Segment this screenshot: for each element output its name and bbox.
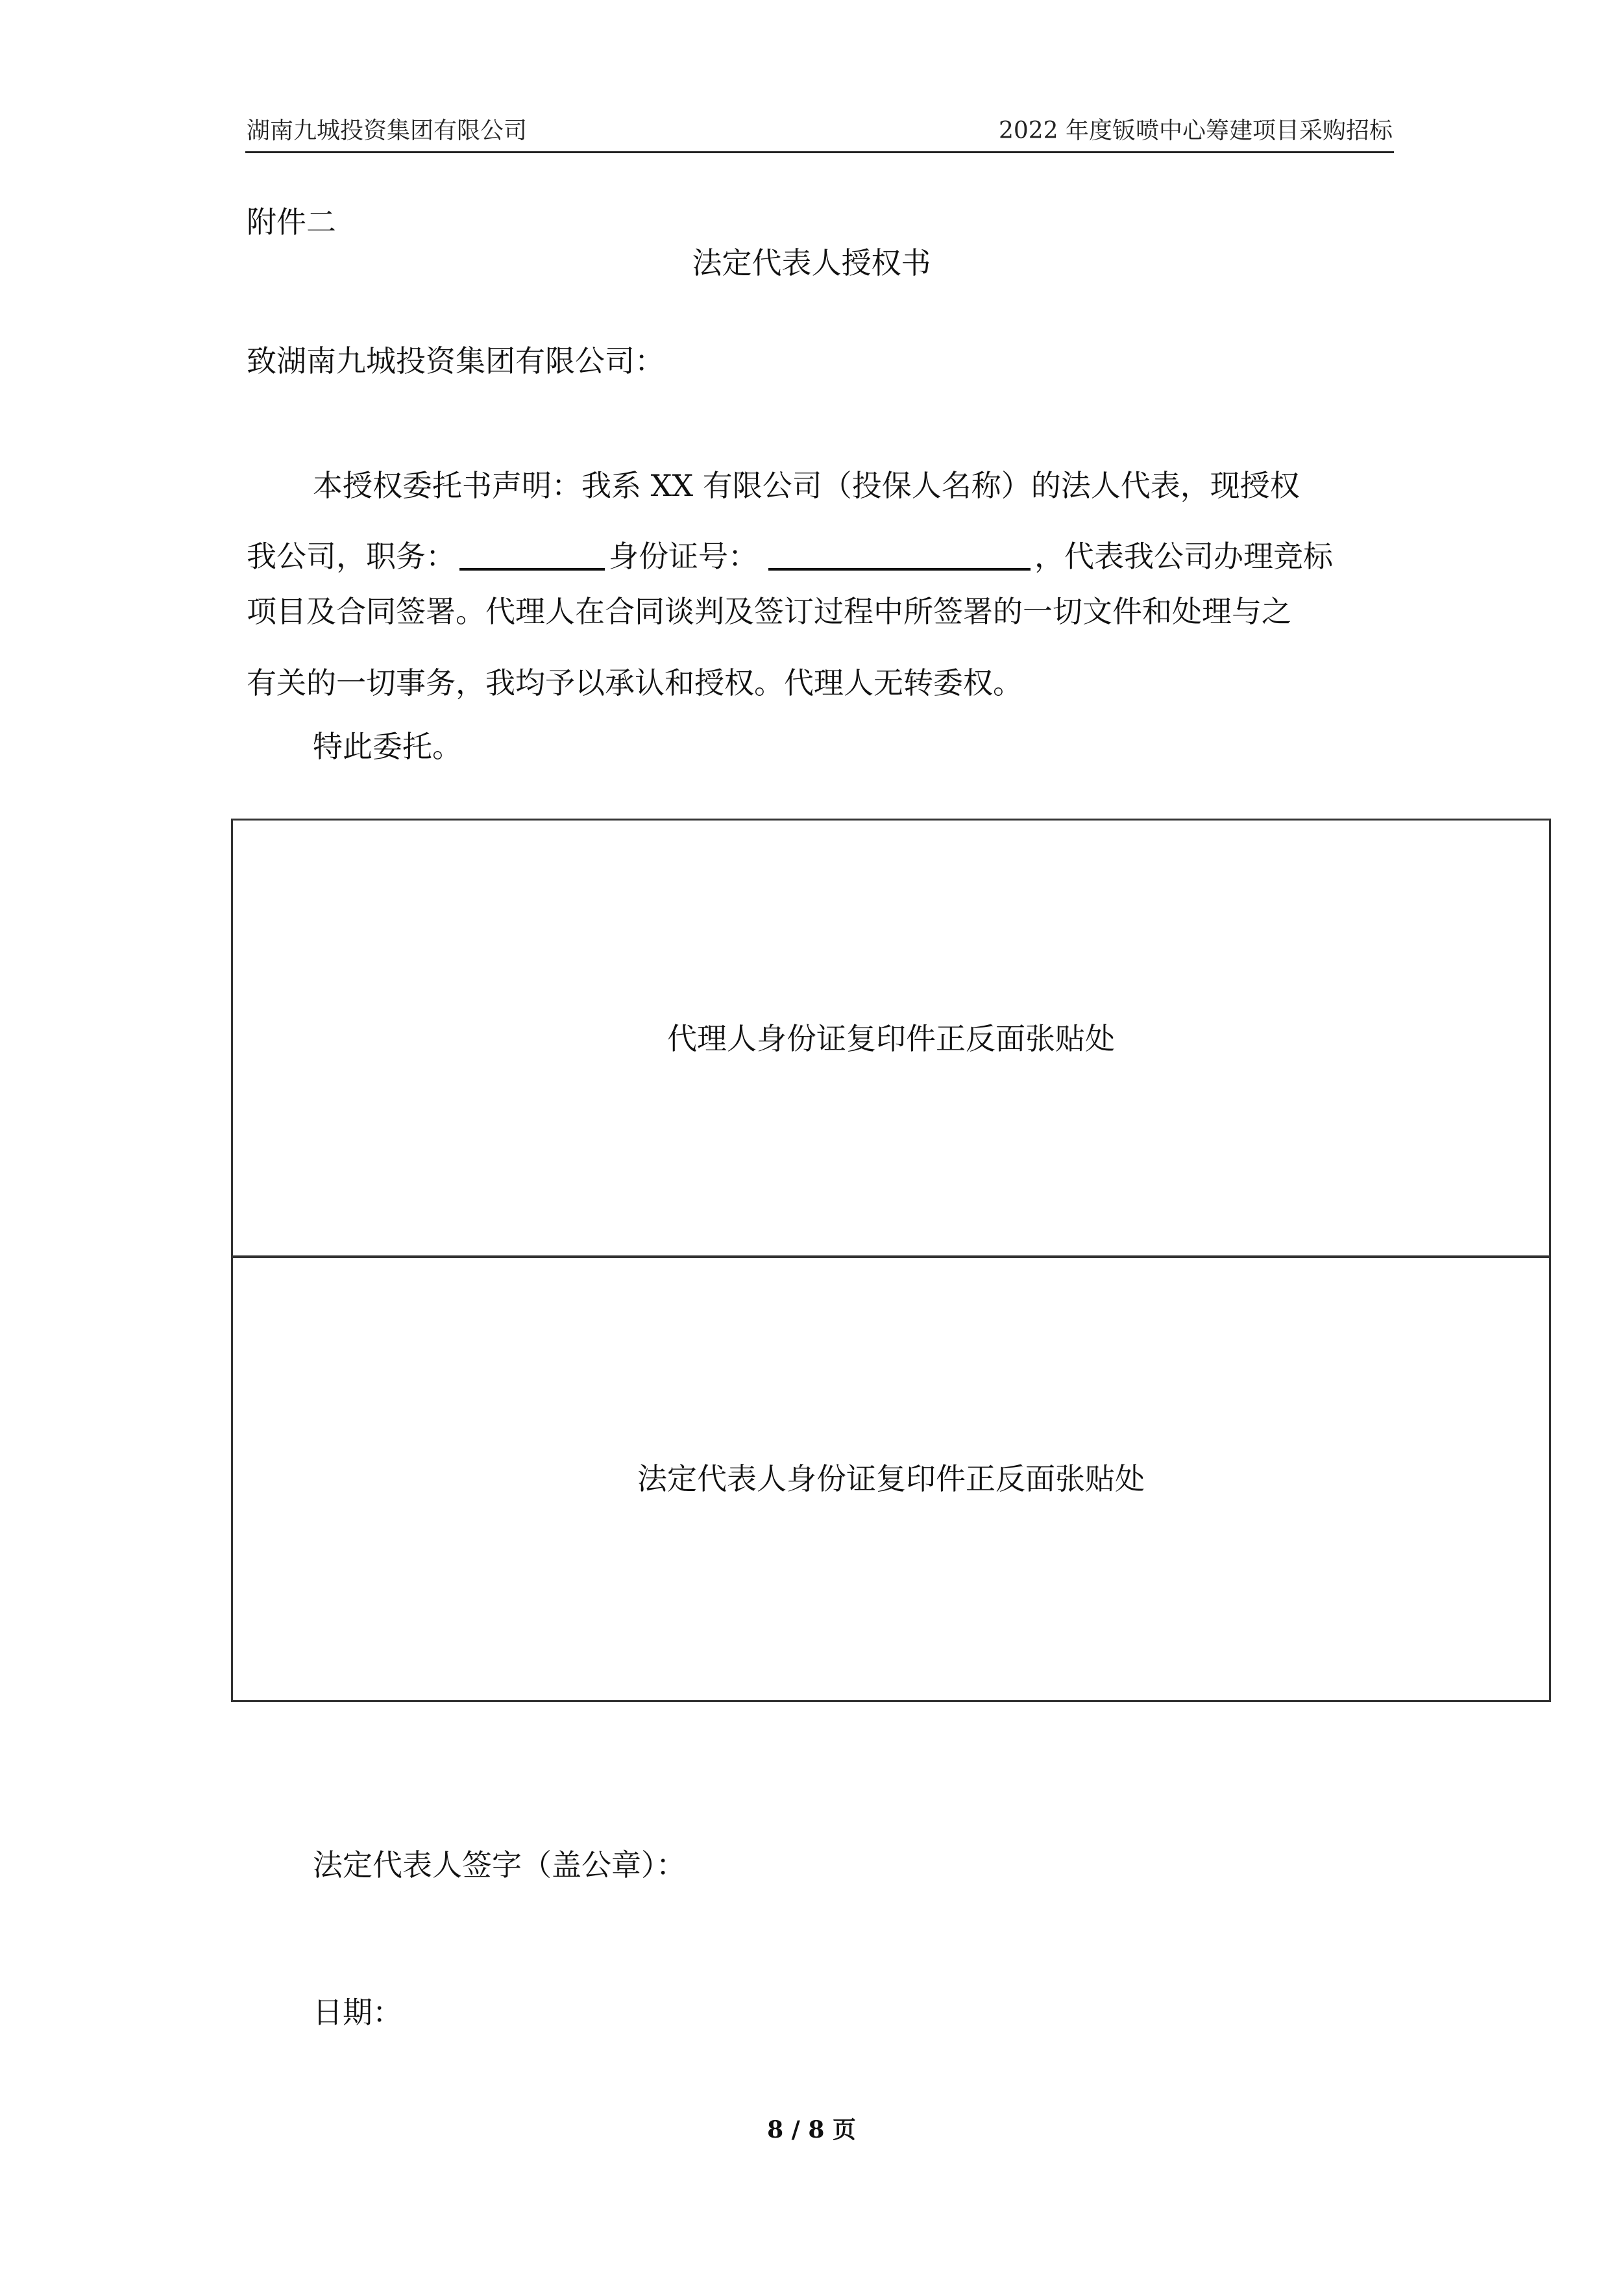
paragraph-line-2-tail: ，代表我公司办理竞标 [1034,539,1333,574]
paragraph-line-2 [247,534,1333,576]
id-number-label: 身份证号： [609,539,758,574]
document-title: 法定代表人授权书 [692,245,931,280]
legal-rep-id-paste-area [231,1255,1551,1702]
addressee: 致湖南九城投资集团有限公司： [247,343,665,378]
page-number: 8 / 8 页 [767,2116,856,2143]
date-label: 日期： [313,1995,402,2030]
position-label: 我公司，职务： [247,539,456,574]
position-blank[interactable] [459,538,605,571]
agent-id-paste-area [231,819,1551,1258]
header-project: 2022 年度钣喷中心筹建项目采购招标 [998,117,1393,144]
paragraph-line-4: 有关的一切事务，我均予以承认和授权。代理人无转委权。 [247,665,1023,700]
attachment-label: 附件二 [247,204,336,240]
agent-id-paste-label: 代理人身份证复印件正反面张贴处 [667,1020,1115,1056]
closing-phrase: 特此委托。 [313,729,462,764]
paragraph-line-1: 本授权委托书声明：我系 XX 有限公司（投保人名称）的法人代表，现授权 [313,468,1300,503]
id-number-blank[interactable] [768,538,1031,571]
header-divider [245,151,1394,153]
signature-label: 法定代表人签字（盖公章）： [313,1847,686,1882]
paragraph-line-3: 项目及合同签署。代理人在合同谈判及签订过程中所签署的一切文件和处理与之 [247,594,1291,629]
legal-rep-id-paste-label: 法定代表人身份证复印件正反面张贴处 [637,1461,1145,1496]
header-company: 湖南九城投资集团有限公司 [247,117,528,144]
